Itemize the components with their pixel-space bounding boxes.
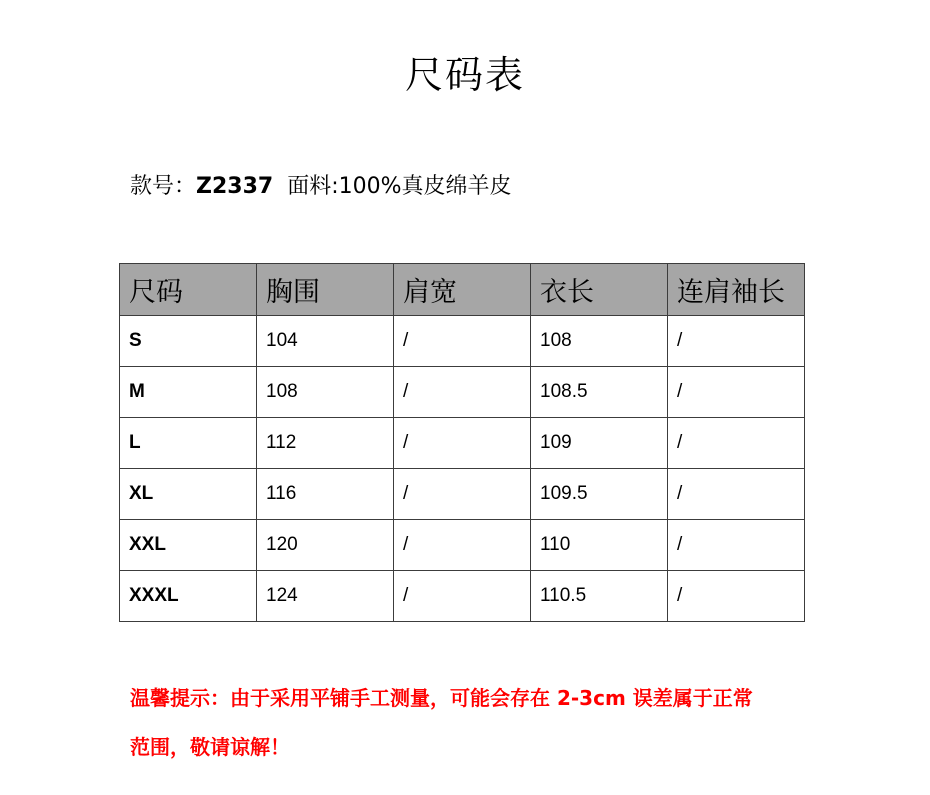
chest-cell: 112 [257,418,394,469]
chest-cell: 116 [257,469,394,520]
length-cell: 108.5 [531,367,668,418]
length-cell: 109 [531,418,668,469]
table-row [120,520,805,571]
shoulder-cell: / [394,418,531,469]
style-number-value: Z2337 [196,174,274,199]
length-cell: 108 [531,316,668,367]
sleeve-cell: / [668,418,805,469]
size-cell: XL [120,469,257,520]
table-row [120,367,805,418]
style-number-label: 款号： [130,174,197,199]
size-cell: M [120,367,257,418]
size-cell: S [120,316,257,367]
shoulder-cell: / [394,520,531,571]
page-title: 尺码表 [404,53,525,97]
size-cell: XXL [120,520,257,571]
sleeve-cell: / [668,367,805,418]
header-shoulder: 肩宽 [394,264,531,316]
header-length: 衣长 [531,264,668,316]
header-size: 尺码 [120,264,257,316]
table-row [120,316,805,367]
shoulder-cell: / [394,316,531,367]
sleeve-cell: / [668,571,805,622]
size-cell: XXXL [120,571,257,622]
header-raglan-sleeve: 连肩袖长 [668,264,805,316]
measurement-notice-line-1: 温馨提示：由于采用平铺手工测量，可能会存在 2-3cm 误差属于正常 [130,686,753,710]
sleeve-cell: / [668,469,805,520]
table-row [120,571,805,622]
chest-cell: 104 [257,316,394,367]
size-chart-table [119,263,805,622]
product-info [130,172,512,202]
size-cell: L [120,418,257,469]
shoulder-cell: / [394,367,531,418]
shoulder-cell: / [394,469,531,520]
fabric-info: 面料:100%真皮绵羊皮 [287,174,512,199]
chest-cell: 108 [257,367,394,418]
shoulder-cell: / [394,571,531,622]
length-cell: 110 [531,520,668,571]
header-chest: 胸围 [257,264,394,316]
table-row [120,469,805,520]
chest-cell: 120 [257,520,394,571]
table-row [120,418,805,469]
length-cell: 110.5 [531,571,668,622]
table-header-row [120,264,805,316]
sleeve-cell: / [668,316,805,367]
sleeve-cell: / [668,520,805,571]
chest-cell: 124 [257,571,394,622]
length-cell: 109.5 [531,469,668,520]
measurement-notice-line-2: 范围，敬请谅解！ [130,735,290,759]
